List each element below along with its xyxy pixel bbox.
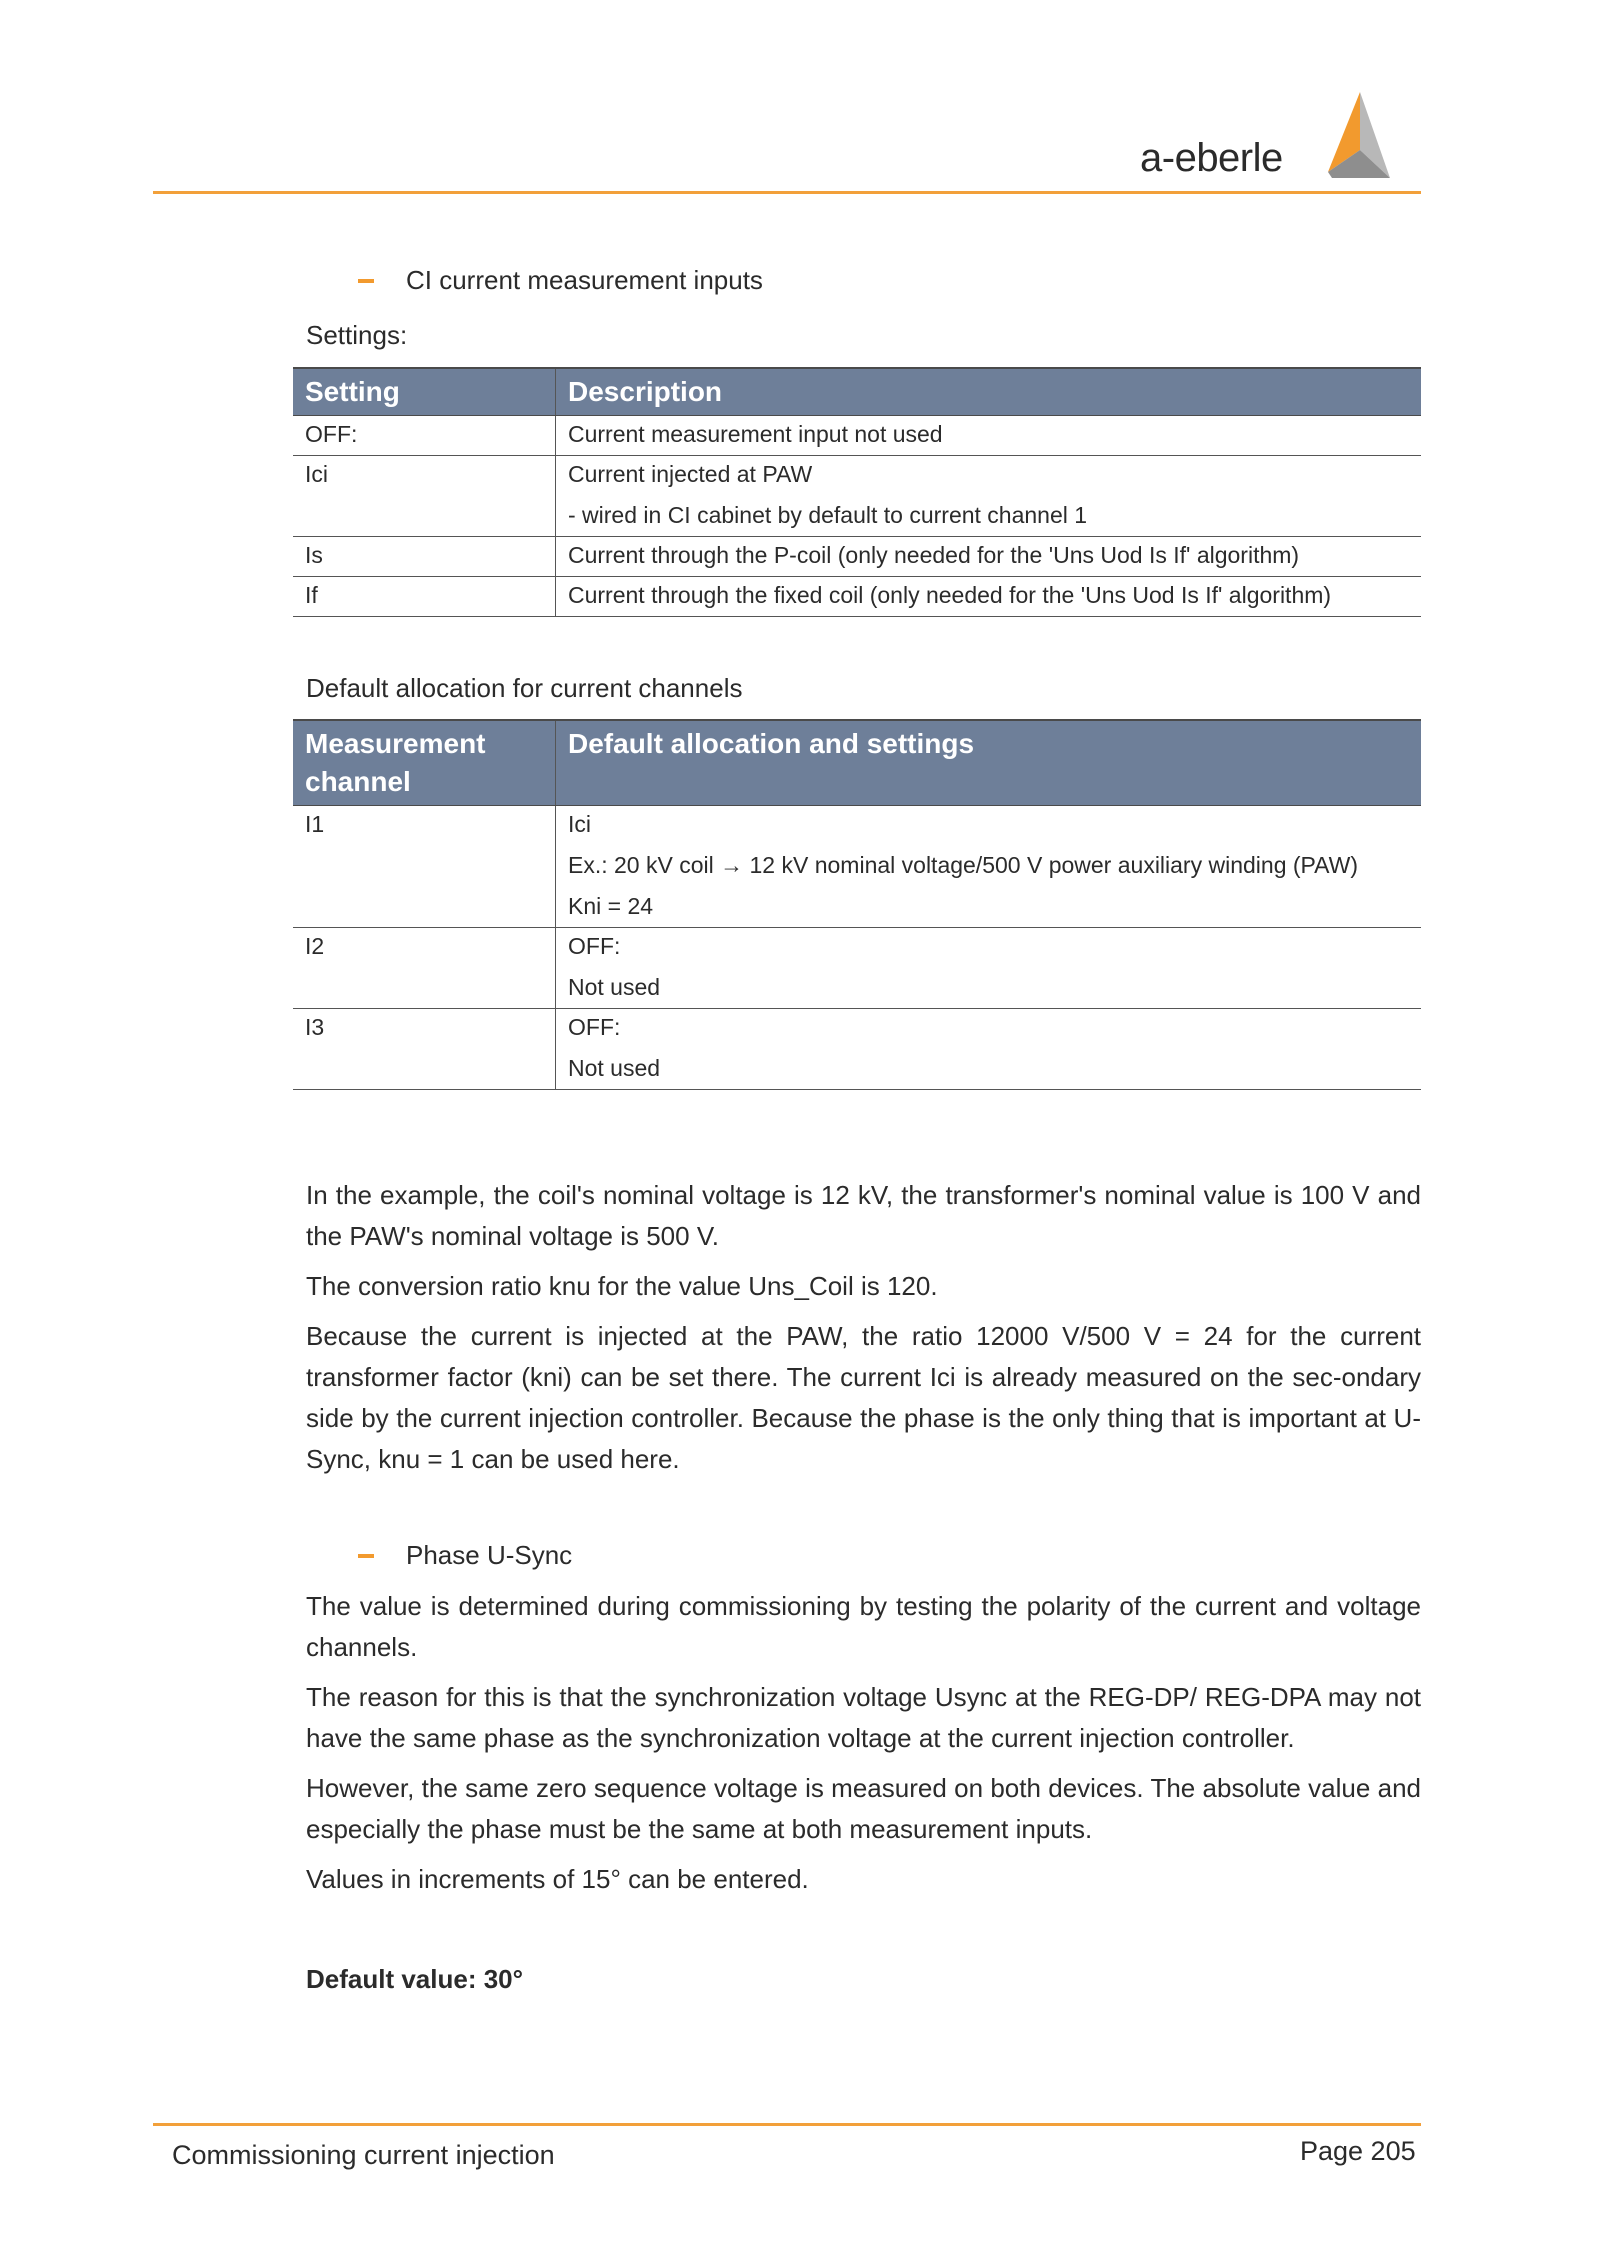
column-header: Description [556,368,1422,416]
description-line: Current measurement input not used [568,421,943,447]
zero-sequence-paragraph: However, the same zero sequence voltage is measured on both devices. The absolute value and especially the phase must be the same at both measurement inputs. [306,1773,1421,1844]
footer-divider [153,2123,1421,2126]
setting-cell: If [293,577,556,617]
allocation-cell [556,928,1422,1009]
default-value: Default value: 30° [306,1964,524,1994]
allocation-table [293,719,1421,1090]
injection-paragraph: Because the current is injected at the PAW, the ratio 12000 V/500 V = 24 for the current transformer factor (kni) can be set there. The current Ici is already measured on the sec-ondary side by the current injection controller. Because the phase is the only thing that is important at U-Sync, knu = 1 can be used here. [306,1321,1421,1474]
description-line: Current through the fixed coil (only needed for the 'Uns Uod Is If' algorithm) [568,582,1332,608]
table-row [293,577,1421,617]
allocation-line: Not used [568,974,661,1000]
column-header: Measurement channel [293,720,556,806]
page-number: Page 205 [1300,2136,1416,2166]
description-line: Current through the P-coil (only needed for the 'Uns Uod Is If' algorithm) [568,542,1300,568]
table-header-row [293,720,1421,806]
channel-cell: I3 [293,1009,556,1090]
allocation-cell [556,806,1422,928]
table-row [293,806,1421,928]
allocation-line: Not used [568,1055,661,1081]
description-cell [556,577,1422,617]
description-cell [556,416,1422,456]
reason-paragraph: The reason for this is that the synchronization voltage Usync at the REG-DP/ REG-DPA may not have the same phase as the synchronization voltage at the current injection controller. [306,1682,1421,1753]
conversion-ratio-paragraph: The conversion ratio knu for the value Uns_Coil is 120. [306,1271,938,1301]
logo-wordmark: a-eberle [1140,136,1283,180]
default-allocation-title: Default allocation for current channels [306,673,743,703]
increments-paragraph: Values in increments of 15° can be entered. [306,1864,809,1894]
channel-cell: I2 [293,928,556,1009]
description-cell [556,456,1422,537]
allocation-line: Ex.: 20 kV coil → 12 kV nominal voltage/500 V power auxiliary winding (PAW) [568,852,1359,878]
setting-cell: OFF: [293,416,556,456]
description-line: Current injected at PAW [568,461,813,487]
footer-section-title: Commissioning current injection [172,2140,555,2170]
table-row [293,416,1421,456]
table-row [293,1009,1421,1090]
description-cell [556,537,1422,577]
bullet-text: CI current measurement inputs [406,265,763,295]
commissioning-paragraph: The value is determined during commissioning by testing the polarity of the current and voltage channels. [306,1591,1421,1662]
bullet-dash-icon [358,279,374,283]
table-row [293,537,1421,577]
channel-cell: I1 [293,806,556,928]
bullet-phase-usync [306,1540,572,1571]
table-row [293,928,1421,1009]
table-row [293,456,1421,537]
setting-cell: Is [293,537,556,577]
settings-label: Settings: [306,320,408,350]
setting-cell: Ici [293,456,556,537]
header-divider [153,191,1421,194]
table-header-row [293,368,1421,416]
column-header: Setting [293,368,556,416]
allocation-line: OFF: [568,1014,621,1040]
bullet-ci-inputs [306,265,763,296]
allocation-line: Kni = 24 [568,893,654,919]
logo-triangle-icon [1310,90,1410,180]
allocation-cell [556,1009,1422,1090]
bullet-dash-icon [358,1554,374,1558]
description-line: - wired in CI cabinet by default to current channel 1 [568,502,1088,528]
bullet-text: Phase U-Sync [406,1540,573,1570]
column-header: Default allocation and settings [556,720,1422,806]
example-paragraph: In the example, the coil's nominal voltage is 12 kV, the transformer's nominal value is 100 V and the PAW's nominal voltage is 500 V. [306,1180,1421,1251]
allocation-line: Ici [568,811,591,837]
settings-table [293,367,1421,617]
allocation-line: OFF: [568,933,621,959]
